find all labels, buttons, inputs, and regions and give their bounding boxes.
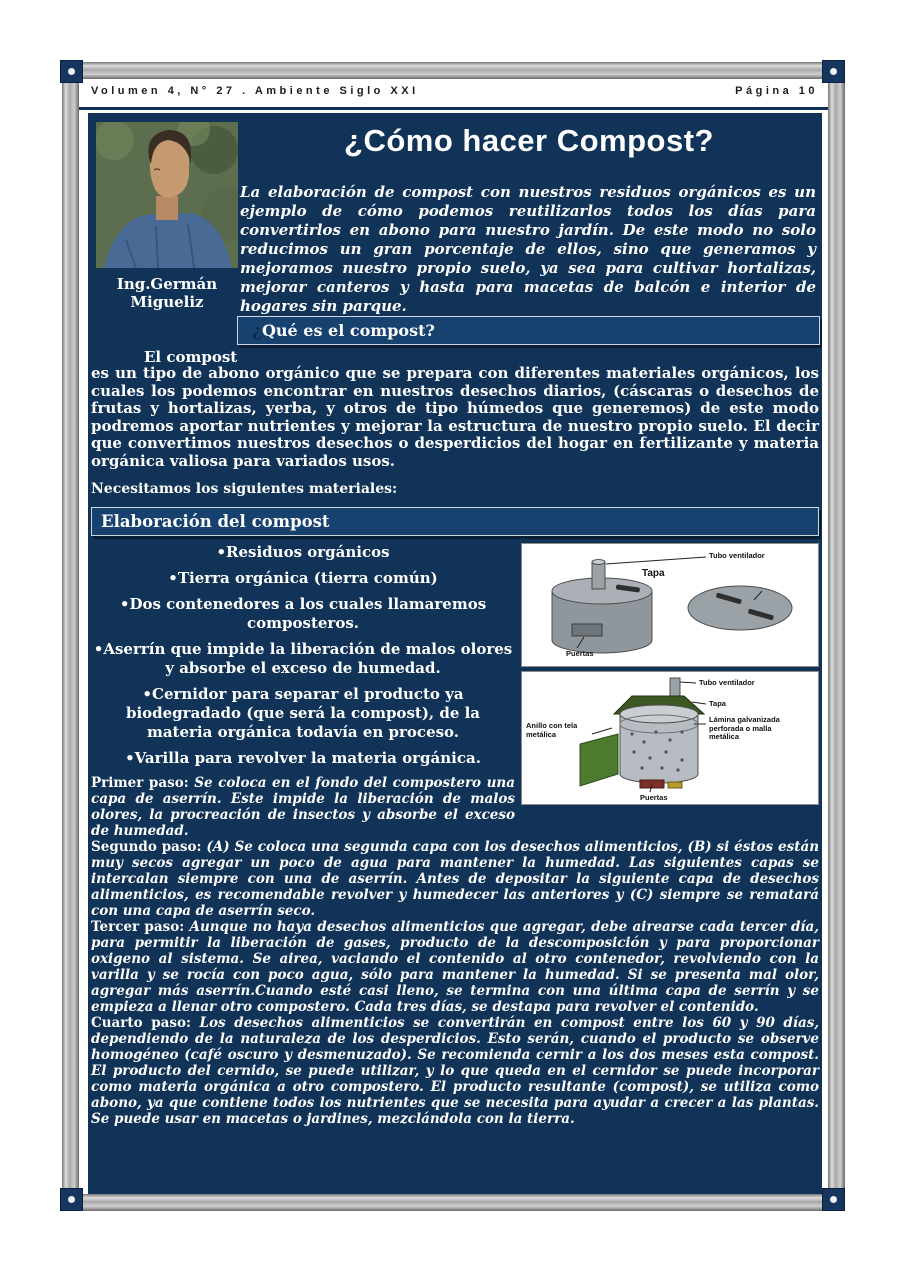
frame-bar-left	[62, 60, 79, 1211]
article-flow	[91, 365, 819, 1127]
material-item: • Aserrín que impide la liberación de malos olores y absorbe el exceso de humedad.	[91, 640, 819, 678]
article-title: ¿Cómo hacer Compost?	[344, 123, 714, 158]
frame-bar-bottom	[60, 1194, 845, 1211]
step-label: Segundo paso:	[91, 839, 202, 855]
corner-dot	[830, 68, 837, 75]
section-question-mark: ¿	[252, 321, 262, 341]
section-header-label: Qué es el compost?	[261, 321, 435, 340]
diagram-column	[521, 543, 819, 809]
author-portrait-drawing	[96, 122, 238, 268]
diagram2-label-tubo-ventilador: Tubo ventilador	[699, 678, 755, 687]
diagram1-label-tubo-ventilador: Tubo ventilador	[709, 551, 765, 560]
material-item: • Varilla para revolver la materia orgánica.	[91, 749, 819, 768]
material-item: • Dos contenedores a los cuales llamaremos composteros.	[91, 595, 819, 633]
step-paragraph-2	[91, 839, 819, 919]
step-label: Tercer paso:	[91, 919, 185, 935]
composter-diagram-1	[521, 543, 819, 667]
author-caption: Ing.Germán Migueliz	[116, 275, 218, 311]
compost-definition-paragraph: es un tipo de abono orgánico que se prepara con diferentes materiales orgánicos, los cuales los podemos encontrar en nuestros desechos diarios, (cáscaras o desechos de frutas y hortalizas, yerba, y otros de tipo húmedos que generemos) de este modo podremos aportar nutrientes y mejorar la estructura de nuestro propio suelo. El decir que convertimos nuestros desechos o desperdicios del hogar en fertilizante y materia orgánica valiosa para variados usos.	[91, 364, 819, 470]
frame-bar-top	[60, 62, 845, 79]
diagram2-label-lamina: Lámina galvanizada perforada o malla metálica	[709, 715, 780, 741]
material-item: • Residuos orgánicos	[91, 543, 819, 562]
step-paragraph-3	[91, 919, 819, 1015]
composter-diagram-2	[521, 671, 819, 805]
author-photo	[96, 122, 238, 268]
material-item: • Cernidor para separar el producto ya biodegradado (que será la compost), de la materia orgánica todavía en proceso.	[91, 685, 819, 742]
diagram2-label-anillo: Anillo con tela metálica	[526, 721, 578, 739]
corner-ornament-top-right	[822, 60, 845, 83]
lead-in-text: El compost	[144, 348, 238, 366]
corner-dot	[68, 68, 75, 75]
step-text: Aunque no haya desechos alimenticios que agregar, debe airearse cada tercer día, para permitir la liberación de gases, producto de la descomposición y para proporcionar oxigeno al sistema. Se airea, vaciando el contenido al otro contenedor, revolviendo con la varilla y se rocía con poco agua, sólo para mantener la humedad. Si se presenta mal olor, agregar más aserrín.Cuando esté casi lleno, se termina con una última capa de serrín y se empieza a llenar otro compostero. Cada tres días, se destapa para revolver el contenido.	[91, 919, 819, 1015]
corner-ornament-bottom-right	[822, 1188, 845, 1211]
section-header-que-es	[237, 316, 820, 345]
step-text: Los desechos alimenticios se convertirán en compost entre los 60 y 90 días, dependiendo de la naturaleza de los desperdicios. Esto serán, cuando el producto se observe homogéneo (café oscuro y desmenuzado). Se recomienda cernir a los dos meses esta compost. El producto del cernido, se puede utilizar, y lo que queda en el cernidor se puede incorporar como materia orgánica a otro compostero. El producto resultante (compost), se utiliza como abono, ya que contiene todos los nutrientes que se necesita para ayudar a crecer a las plantas. Se puede usar en macetas o jardines, mezclándola con la tierra.	[91, 1015, 819, 1127]
diagram1-label-puertas: Puertas	[566, 649, 594, 658]
step-paragraph-4	[91, 1015, 819, 1127]
corner-dot	[830, 1196, 837, 1203]
step-text: (A) Se coloca una segunda capa con los desechos alimenticios, (B) si éstos están muy secos agregar un poco de agua para mantener la humedad. Las siguientes capas se intercalan siempre con una de aserrín. Antes de depositar la siguiente capa de desechos alimenticios, es recomendable revolver y humedecer las anteriores y (C) siempre se rematará con una capa de aserrín seco.	[91, 839, 820, 919]
materials-intro: Necesitamos los siguientes materiales:	[91, 481, 398, 497]
corner-dot	[68, 1196, 75, 1203]
step-label: Primer paso:	[91, 775, 189, 791]
material-item: • Tierra orgánica (tierra común)	[91, 569, 819, 588]
diagram1-label-tapa: Tapa	[642, 568, 665, 579]
frame-bar-right	[828, 60, 845, 1211]
step-label: Cuarto paso:	[91, 1015, 191, 1031]
article-body	[88, 113, 822, 1194]
intro-paragraph: La elaboración de compost con nuestros residuos orgánicos es un ejemplo de cómo podemos reutilizarlos todos los días para convertirlos en abono para nuestro jardín. De este modo no solo reducimos un gran porcentaje de ellos, sino que generamos y mejoramos nuestro propio suelo, ya sea para cultivar hortalizas, mejorar canteros y hasta para macetas de balcón e interior de hogares sin parque.	[240, 183, 816, 315]
corner-ornament-bottom-left	[60, 1188, 83, 1211]
volume-header: Volumen 4, N° 27 . Ambiente Siglo XXI	[91, 85, 419, 97]
section-header-elaboracion: Elaboración del compost	[91, 507, 819, 536]
diagram2-label-puertas: Puertas	[640, 793, 668, 802]
page-number: Página 10	[735, 85, 818, 97]
corner-ornament-top-left	[60, 60, 83, 83]
masthead	[79, 79, 828, 110]
diagram2-label-tapa: Tapa	[709, 699, 726, 708]
step-text: Se coloca en el fondo del compostero una capa de aserrín. Este impide la liberación de malos olores, la procreación de insectos y absorbe el exceso de humedad.	[91, 775, 515, 839]
